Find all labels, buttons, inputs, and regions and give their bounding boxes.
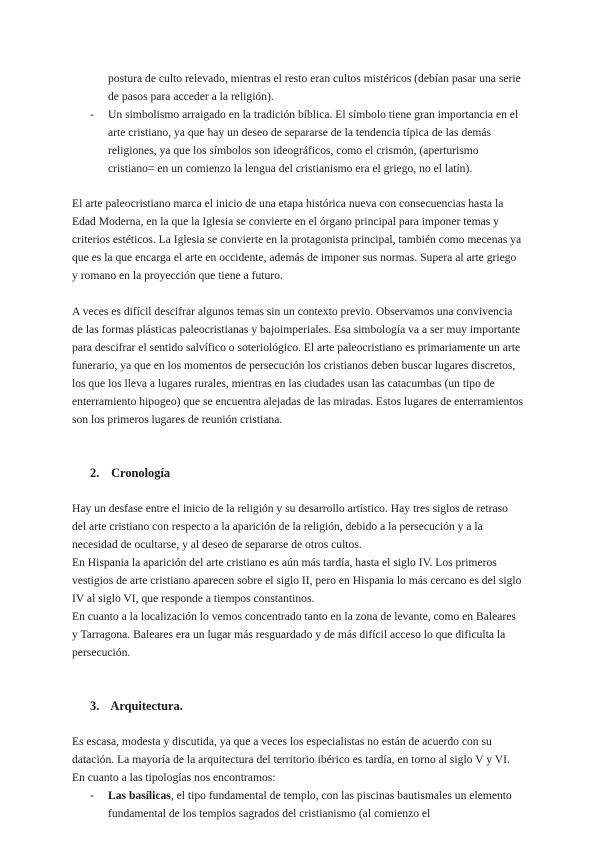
bullet-simbolismo [90, 106, 522, 178]
paragraph-desfase: Hay un desfase entre el inicio de la religión y su desarrollo artístico. Hay tres siglos de retraso del arte cristiano con respecto a la aparición de la religión, debido a la persecución y a la necesidad de ocultarse, y al deseo de separarse de otros cultos. [72, 502, 508, 551]
bullet-text: Un simbolismo arraigado en la tradición bíblica. El símbolo tiene gran importancia en el arte cristiano, ya que hay un deseo de separarse de la tendencia típica de las demás religiones, ya que los símbolos son ideográficos, como el crismón, (aperturismo cristiano= en un comienzo la lengua del cristianismo era el griego, no el latín). [108, 108, 519, 175]
heading-number: 3. [90, 699, 100, 713]
heading-arquitectura [90, 697, 600, 715]
paragraph-simbologia: A veces es difícil descifrar algunos temas sin un contexto previo. Observamos una convivencia de las formas plásticas paleocristianas y bajoimperiales. Esa simbología va a ser muy importante para descifrar el sentido salvífico o soteriológico. El arte paleocristiano es primariamente un arte funerario, ya que en los momentos de persecución los cristianos deben buscar lugares discretos, los que los lleva a lugares rurales, mientras en las ciudades usan las catacumbas (un tipo de enterramiento hipogeo) que se encuentra alejadas de las miradas. Estos lugares de enterramientos son los primeros lugares de reunión cristiana. [72, 305, 524, 426]
heading-number: 2. [90, 466, 100, 480]
heading-title: Cronología [111, 466, 171, 480]
heading-cronologia [90, 464, 600, 482]
heading-title: Arquitectura. [110, 699, 183, 713]
paragraph-hispania: En Hispania la aparición del arte cristiano es aún más tardía, hasta el siglo IV. Los primeros vestigios de arte cristiano aparecen sobre el siglo II, pero en Hispania lo más cercano es del siglo IV al siglo VI, que responde a tiempos constantinos. [72, 556, 522, 605]
paragraph-localizacion: En cuanto a la localización lo vemos concentrado tanto en la zona de levante, como en Baleares y Tarragona. Baleares era un lugar más resguardado y de más difícil acceso lo que dificulta la persecución. [72, 610, 516, 659]
bullet-bold-term: Las basílicas [108, 789, 171, 802]
bullet-dash: - [90, 108, 94, 121]
bullet-text: , el tipo fundamental de templo, con las piscinas bautismales un elemento fundamental de los templos sagrados del cristianismo (al comienzo el [108, 789, 512, 820]
paragraph-arte-paleocristiano: El arte paleocristiano marca el inicio de una etapa histórica nueva con consecuencias hasta la Edad Moderna, en la que la Iglesia se convierte en el órgano principal para imponer temas y criterios estéticos. La Iglesia se convierte en la protagonista principal, también como mecenas ya que es la que encarga el arte en occidente, además de imponer sus normas. Supera al arte griego y romano en la proyección que tiene a futuro. [72, 197, 522, 282]
paragraph-escasa: Es escasa, modesta y discutida, ya que a veces los especialistas no están de acuerdo con su datación. La mayoría de la arquitectura del territorio ibérico es tardía, en torno al siglo V y VI. En cuanto a las tipologías nos encontramos: [72, 735, 510, 784]
continuation-text: postura de culto relevado, mientras el resto eran cultos mistéricos (debían pasar una serie de pasos para acceder a la religión). [108, 72, 521, 103]
bullet-basilicas [90, 787, 522, 823]
bullet-dash: - [90, 789, 94, 802]
